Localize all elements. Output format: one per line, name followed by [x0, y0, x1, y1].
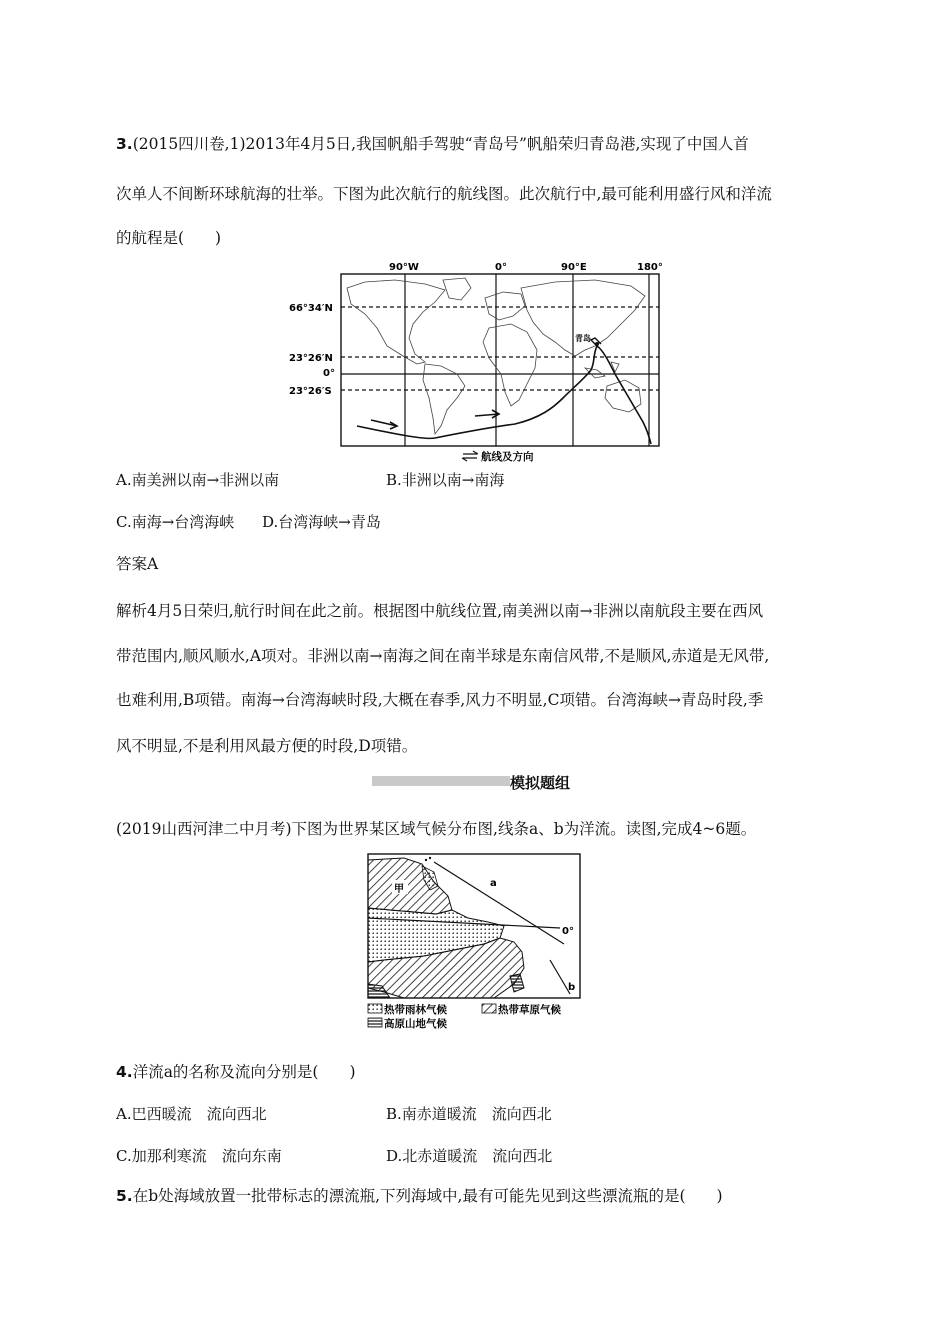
- q4-option-a[interactable]: A.巴西暖流 流向西北: [116, 1105, 267, 1123]
- section-title: 模拟题组: [510, 774, 571, 792]
- q5-number: 5.: [116, 1187, 133, 1205]
- q3-line-2: 次单人不间断环球航海的壮举。下图为此次航行的航线图。此次航行中,最可能利用盛行风和洋流: [116, 185, 772, 203]
- lon-label-90e: 90°E: [561, 262, 587, 273]
- q3-analysis-line-4: 风不明显,不是利用风最方便的时段,D项错。: [116, 737, 418, 755]
- intro-text: (2019山西河津二中月考)下图为世界某区域气候分布图,线条a、b为洋流。读图,完成4~6题。: [116, 820, 757, 838]
- q3-line-1: [116, 134, 749, 154]
- q4-option-c[interactable]: C.加那利寒流 流向东南: [116, 1147, 282, 1165]
- q3-answer: 答案A: [116, 555, 159, 573]
- lat-label-tropic-s: 23°26′S: [289, 386, 332, 397]
- q3-option-d[interactable]: D.台湾海峡→青岛: [262, 513, 381, 531]
- section-bar: [372, 776, 510, 786]
- legend-highland: 高原山地气候: [384, 1018, 447, 1030]
- q4-option-d[interactable]: D.北赤道暖流 流向西北: [386, 1147, 553, 1165]
- q3-text-1: (2015四川卷,1)2013年4月5日,我国帆船手驾驶“青岛号”帆船荣归青岛港,实现了中国人首: [132, 135, 749, 153]
- q3-analysis-line-3: 也难利用,B项错。南海→台湾海峡时段,大概在春季,风力不明显,C项错。台湾海峡→青岛时段,季: [116, 691, 764, 709]
- lat-label-equator: 0°: [323, 368, 335, 379]
- q3-number: 3.: [116, 135, 133, 153]
- map-frame: [341, 274, 659, 446]
- q4-option-b[interactable]: B.南赤道暖流 流向西北: [386, 1105, 552, 1123]
- q4-line: [116, 1062, 356, 1082]
- lon-label-90w: 90°W: [389, 262, 419, 273]
- map-legend: [462, 450, 534, 463]
- q3-analysis-line-2: 带范围内,顺风顺水,A项对。非洲以南→南海之间在南半球是东南信风带,不是顺风,赤道是无风带,: [116, 647, 770, 665]
- q3-option-c[interactable]: C.南海→台湾海峡: [116, 513, 235, 531]
- lat-label-arctic: 66°34′N: [289, 303, 333, 314]
- legend-rainforest: 热带雨林气候: [384, 1004, 447, 1016]
- qingdao-marker: [595, 342, 599, 346]
- lon-label-0: 0°: [495, 262, 507, 273]
- equator-label: 0°: [562, 926, 574, 937]
- qingdao-label: 青岛: [575, 334, 591, 343]
- current-a-label: a: [490, 878, 497, 889]
- legend-route-label: 航线及方向: [481, 451, 534, 463]
- lat-label-tropic-n: 23°26′N: [289, 353, 333, 364]
- current-b-label: b: [568, 982, 576, 993]
- legend-savanna: 热带草原气候: [498, 1004, 561, 1016]
- q4-text: 洋流a的名称及流向分别是( ): [132, 1063, 356, 1081]
- lon-label-180: 180°: [637, 262, 663, 273]
- q5-line: [116, 1186, 723, 1206]
- q4-number: 4.: [116, 1063, 133, 1081]
- climate-region-map: [364, 852, 586, 1032]
- q3-option-b[interactable]: B.非洲以南→南海: [386, 471, 505, 489]
- q3-option-a[interactable]: A.南美洲以南→非洲以南: [116, 471, 280, 489]
- world-route-map: [285, 258, 670, 466]
- q3-analysis-line-1: 解析4月5日荣归,航行时间在此之前。根据图中航线位置,南美洲以南→非洲以南航段主要在西风: [116, 602, 764, 620]
- climate-legend: [368, 1003, 561, 1030]
- q3-line-3: 的航程是( ): [116, 229, 222, 247]
- label-jia: 甲: [394, 884, 404, 895]
- q5-text: 在b处海域放置一批带标志的漂流瓶,下列海域中,最有可能先见到这些漂流瓶的是( ): [132, 1187, 723, 1205]
